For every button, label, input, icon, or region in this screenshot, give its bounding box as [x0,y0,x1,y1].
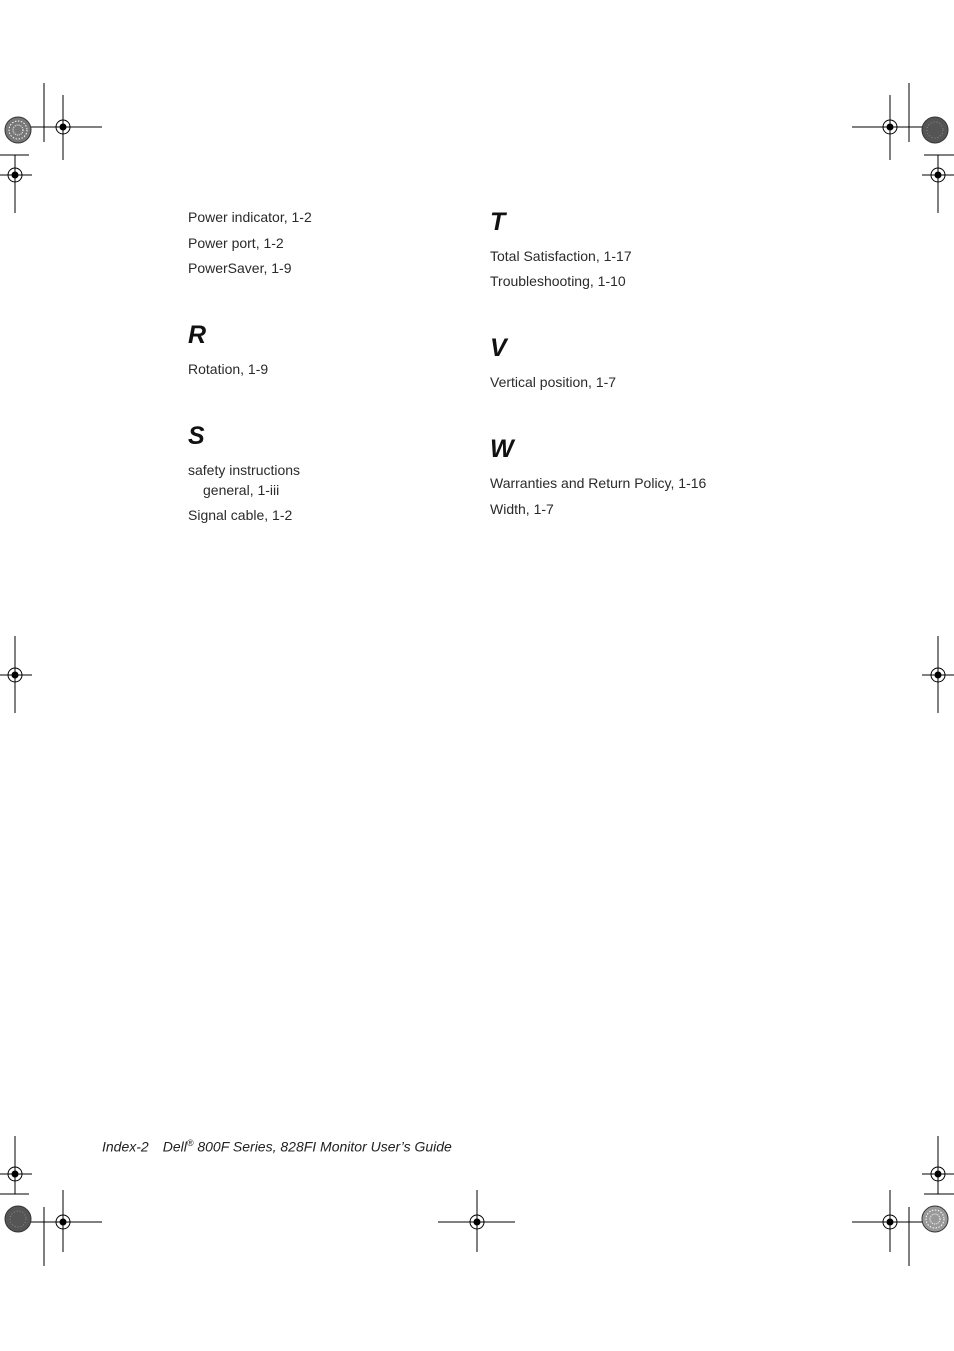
footer-guide-title: 800F Series, 828FI Monitor User’s Guide [197,1138,452,1155]
section-letter-v: V [490,334,507,362]
section-letter-w: W [490,435,514,463]
footer-brand: Dell [162,1138,187,1155]
footer-page-number: Index-2 [102,1138,149,1155]
density-wheel-bottom-right [922,1206,948,1232]
density-wheel-top-left [5,117,31,143]
index-entry-safety-instructions: safety instructions [188,462,301,478]
page-footer [102,1138,452,1155]
index-subentry-general: general, 1-iii [203,482,280,498]
index-entry-vertical-position: Vertical position, 1-7 [490,374,617,390]
section-letter-t: T [490,208,506,236]
index-entry-troubleshooting: Troubleshooting, 1-10 [490,273,626,289]
index-entry-warranties: Warranties and Return Policy, 1-16 [490,475,707,491]
density-wheel-bottom-left [5,1206,31,1232]
section-letter-s: S [188,422,205,450]
registered-mark: ® [186,1138,194,1148]
index-entry-power-indicator: Power indicator, 1-2 [188,209,312,225]
section-letter-r: R [188,321,207,349]
index-entry-powersaver: PowerSaver, 1-9 [188,260,292,276]
density-wheel-top-right [922,117,948,143]
index-entry-width: Width, 1-7 [490,501,554,517]
index-entry-total-satisfaction: Total Satisfaction, 1-17 [490,248,632,264]
index-entry-rotation: Rotation, 1-9 [188,361,269,377]
index-entry-signal-cable: Signal cable, 1-2 [188,507,293,523]
index-entry-power-port: Power port, 1-2 [188,235,284,251]
